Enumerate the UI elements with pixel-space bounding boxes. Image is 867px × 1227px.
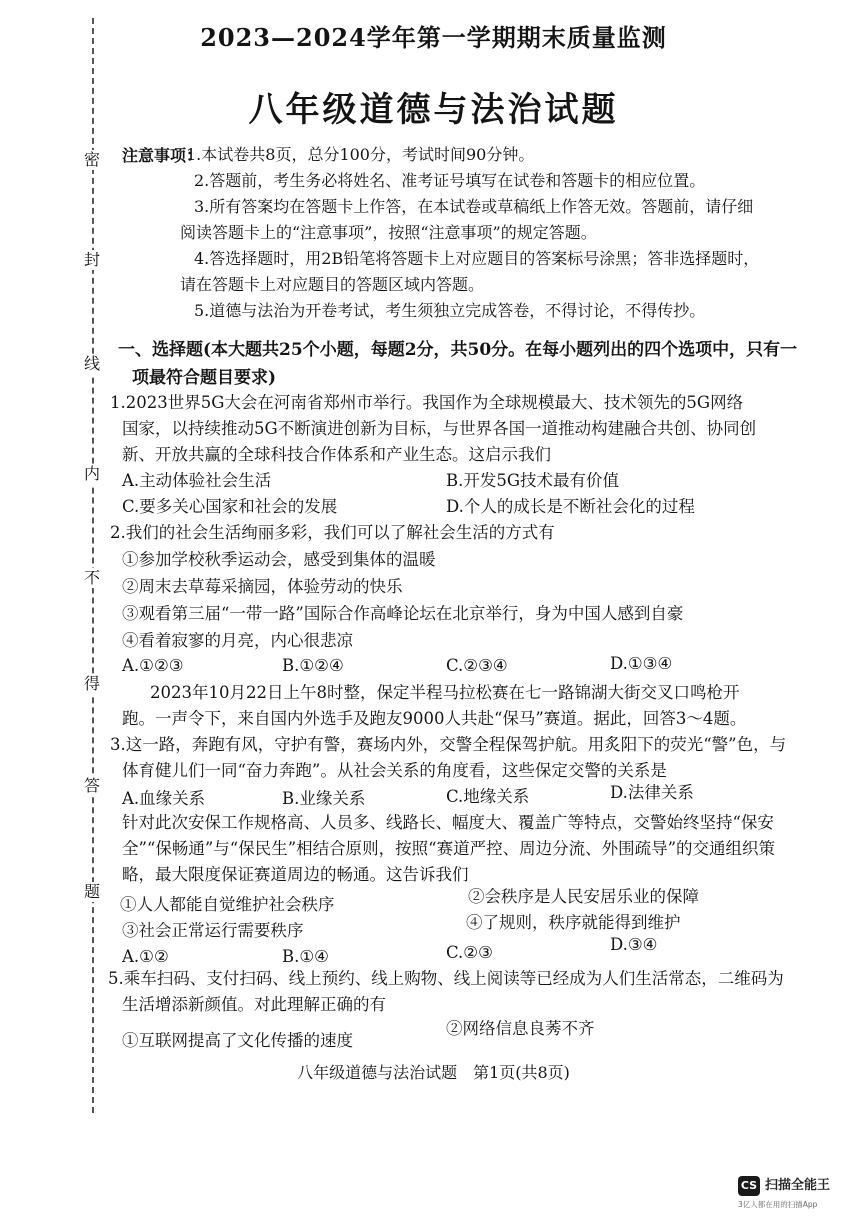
q4-stem: 全”“保畅通”与“保民生”相结合原则，按照“赛道严控、周边分流、外围疏导”的交通组织策 [122, 839, 776, 858]
exam-title: 2023—2024学年第一学期期末质量监测 [200, 23, 667, 52]
watermark-name: 扫描全能王 [765, 1178, 831, 1193]
q1-stem: 国家，以持续推动5G不断演进创新为目标，与世界各国一道推动构建融合共创、协同创 [122, 419, 757, 438]
q2-option-b: B.①②④ [282, 656, 344, 675]
q4-option-b: B.①④ [282, 947, 329, 966]
q2-stem: 2.我们的社会生活绚丽多彩，我们可以了解社会生活的方式有 [110, 523, 555, 542]
q5-item: ①互联网提高了文化传播的速度 [122, 1031, 353, 1050]
q2-item: ③观看第三届“一带一路”国际合作高峰论坛在北京举行，身为中国人感到自豪 [122, 604, 684, 623]
camscanner-logo-icon: CS [738, 1176, 760, 1196]
q4-item: ③社会正常运行需要秩序 [122, 921, 304, 940]
section-heading [118, 336, 838, 392]
q3-option-c: C.地缘关系 [446, 787, 530, 806]
note-line: 请在答题卡上对应题目的答题区域内答题。 [180, 275, 485, 294]
q2-item: ①参加学校秋季运动会，感受到集体的温暖 [122, 550, 436, 569]
q2-item: ④看着寂寥的月亮，内心很悲凉 [122, 631, 353, 650]
seal-char: 不 [80, 568, 104, 588]
q2-item: ②周末去草莓采摘园，体验劳动的快乐 [122, 577, 403, 596]
seal-char: 答 [80, 776, 104, 796]
q4-option-d: D.③④ [610, 935, 658, 954]
q4-option-a: A.①② [122, 947, 169, 966]
seal-char: 密 [80, 150, 104, 170]
q1-stem: 新、开放共赢的全球科技合作体系和产业生态。这启示我们 [122, 445, 551, 464]
q1-option-a: A.主动体验社会生活 [122, 471, 272, 490]
subject-title: 八年级道德与法治试题 [248, 90, 619, 130]
q4-item: ④了规则，秩序就能得到维护 [466, 913, 681, 932]
q3-option-b: B.业缘关系 [282, 789, 366, 808]
q5-item: ②网络信息良莠不齐 [446, 1019, 595, 1038]
q4-item: ②会秩序是人民安居乐业的保障 [468, 887, 699, 906]
note-line: 2.答题前，考生务必将姓名、准考证号填写在试卷和答题卡的相应位置。 [194, 171, 706, 190]
seal-char: 题 [80, 882, 104, 902]
q3-option-a: A.血缘关系 [122, 789, 206, 808]
note-line: 5.道德与法治为开卷考试，考生须独立完成答卷，不得讨论，不得传抄。 [194, 301, 706, 320]
q2-option-d: D.①③④ [610, 654, 673, 673]
seal-char: 得 [80, 674, 104, 694]
q1-option-b: B.开发5G技术最有价值 [446, 471, 620, 490]
q2-option-a: A.①②③ [122, 656, 184, 675]
material-line: 2023年10月22日上午8时整，保定半程马拉松赛在七一路锦湖大街交叉口鸣枪开 [150, 683, 740, 702]
q2-option-c: C.②③④ [446, 656, 508, 675]
q4-option-c: C.②③ [446, 943, 493, 962]
q3-option-d: D.法律关系 [610, 783, 694, 802]
note-line: 4.答选择题时，用2B铅笔将答题卡上对应题目的答案标号涂黑；答非选择题时， [194, 249, 760, 268]
q5-stem: 生活增添新颜值。对此理解正确的有 [122, 995, 386, 1014]
seal-char: 线 [80, 354, 104, 374]
q1-option-c: C.要多关心国家和社会的发展 [122, 497, 338, 516]
q1-option-d: D.个人的成长是不断社会化的过程 [446, 497, 695, 516]
material-line: 跑。一声令下，来自国内外选手及跑友9000人共赴“保马”赛道。据此，回答3～4题。 [122, 709, 747, 728]
q4-item: ①人人都能自觉维护社会秩序 [120, 895, 335, 914]
q4-stem: 略，最大限度保证赛道周边的畅通。这告诉我们 [122, 865, 469, 884]
watermark-subtitle: 3亿人都在用的扫描App [738, 1200, 818, 1209]
scanner-watermark [738, 1176, 858, 1216]
page-footer: 八年级道德与法治试题 第1页(共8页) [297, 1063, 570, 1082]
note-line: 1.本试卷共8页，总分100分，考试时间90分钟。 [186, 145, 535, 164]
q3-stem: 体育健儿们一同“奋力奔跑”。从社会关系的角度看，这些保定交警的关系是 [122, 761, 667, 780]
section-heading-line: 项最符合题目要求) [132, 368, 277, 388]
notes-label: 注意事项： [122, 146, 203, 165]
note-line: 阅读答题卡上的“注意事项”，按照“注意事项”的规定答题。 [180, 223, 597, 242]
q5-stem: 5.乘车扫码、支付扫码、线上预约、线上购物、线上阅读等已经成为人们生活常态，二维码为 [108, 969, 784, 988]
q4-stem: 针对此次安保工作规格高、人员多、线路长、幅度大、覆盖广等特点，交警始终坚持“保安 [122, 813, 774, 832]
q3-stem: 3.这一路，奔跑有风，守护有警，赛场内外，交警全程保驾护航。用炙阳下的荧光“警”色，与 [110, 735, 787, 754]
section-heading-line: 一、选择题(本大题共25个小题，每题2分，共50分。在每小题列出的四个选项中，只有一 [118, 340, 798, 360]
note-line: 3.所有答案均在答题卡上作答，在本试卷或草稿纸上作答无效。答题前，请仔细 [194, 197, 754, 216]
seal-char: 内 [80, 464, 104, 484]
q1-stem: 1.2023世界5G大会在河南省郑州市举行。我国作为全球规模最大、技术领先的5G网络 [110, 393, 744, 412]
seal-char: 封 [80, 250, 104, 270]
seal-dashed-line [92, 18, 94, 1113]
